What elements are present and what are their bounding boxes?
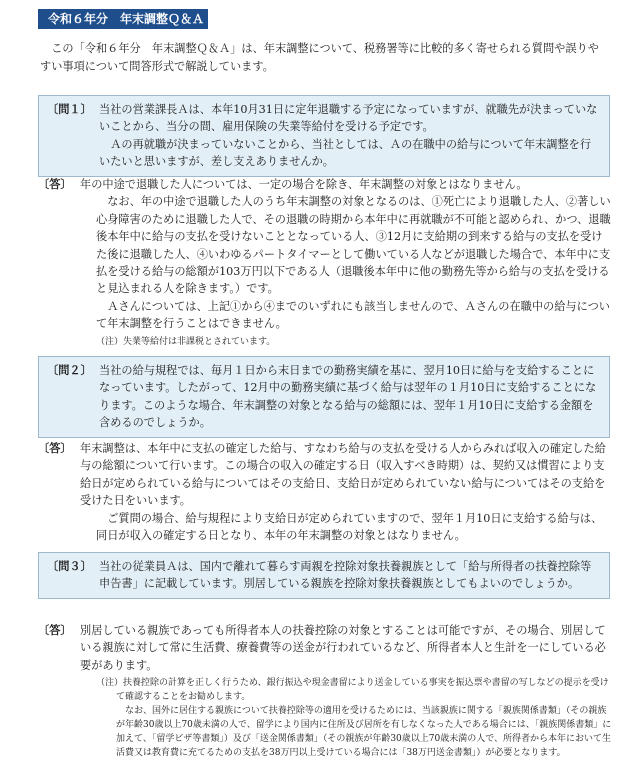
answer-1-note: （注）失業等給付は非課税とされています。	[96, 336, 276, 347]
answer-2-text-1: 年末調整は、本年中に支払の確定した給与、すなわち給与の支払を受ける人からみれば収入の確定した給与の総額について行います。この場合の収入の確定する日（収入すべき時期）は、契約又は慣習により支給日が定められている給与についてはその支給日、支給日が定められていない給与についてはその支給を受けた日をいいます。	[80, 442, 606, 508]
page-title: 令和６年分 年末調整Ｑ＆Ａ	[38, 9, 208, 29]
question-2-text-1: 当社の給与規程では、毎月１日から末日までの勤務実績を基に、翌月10日に給与を支給することになっています。したがって、12月中の勤務実績に基づく給与は翌年の１月10日に支給することになります。このような場合、年末調整の対象となる給与の総額には、翌年１月10日に支給する金額を含めるのでしょうか。	[99, 364, 597, 430]
intro-paragraph: この「令和６年分 年末調整Ｑ＆Ａ」は、年末調整について、税務署等に比較的多く寄せられる質問や誤りやすい事項について問答形式で解説しています。	[40, 42, 599, 73]
answer-1-text-3: Ａさんについては、上記①から④までのいずれにも該当しませんので、Ａさんの在職中の給与について年末調整を行うことはできません。	[96, 299, 610, 331]
question-label-2: 〔問２〕	[47, 363, 92, 377]
question-box-2	[38, 356, 610, 438]
answer-block-2	[38, 440, 613, 544]
answer-3-note: （注）扶養控除の計算を正しく行うため、銀行振込や現金書留により送金している事実を振込票や書留の写しなどの提示を受けて確認することをお勧めします。	[96, 678, 609, 703]
question-box-3	[38, 552, 610, 599]
answer-3-text-1: 別居している親族であっても所得者本人の扶養控除の対象とすることは可能ですが、その場合、別居している親族に対して常に生活費、療養費等の送金が行われているなど、所得者本人と生計を一にしている必要があります。	[80, 624, 606, 672]
answer-3-note-continued: なお、国外に居住する親族について扶養控除等の適用を受けるためには、当該親族に関する「親族関係書類」（その親族が年齢30歳以上70歳未満の人で、留学により国内に住所及び居所を有しなくなった人である場合には、「親族関係書類」に加えて、「留学ビザ等書類」）及び「送金関係書類」（その親族が年齢30歳以上70歳未満の人で、所得者から本年において生活費又は教育費に充てるための支払を38万円以上受けている場合には「38万円送金書類」）が必要となります。	[116, 706, 612, 759]
question-label-3: 〔問３〕	[47, 559, 92, 573]
question-1-text-1: 当社の営業課長Ａは、本年10月31日に定年退職する予定になっていますが、就職先が決まっていないことから、当分の間、雇用保険の失業等給付を受ける予定です。	[99, 103, 598, 134]
answer-label-1: 〔答〕	[38, 177, 72, 191]
answer-1-text-1: 年の中途で退職した人については、一定の場合を除き、年末調整の対象とはなりません。	[80, 178, 528, 191]
answer-block-3	[38, 622, 613, 760]
answer-block-1	[38, 176, 613, 349]
answer-1-text-2: なお、年の中途で退職した人のうち年末調整の対象となるのは、①死亡により退職した人、②著しい心身障害のために退職した人で、その退職の時期から本年中に再就職が不可能と認められ、かつ、退職後本年中に給与の支払を受けないこととなっている人、③12月に支給期の到来する給与の支払を受けた後に退職した人、④いわゆるパートタイマーとして働いている人などが退職した場合で、本年中に支払を受ける給与の総額が103万円以下である人（退職後本年中に他の勤務先等から給与の支払を受けると見込まれる人を除きます。）です。	[96, 195, 611, 296]
question-box-1	[38, 95, 610, 177]
answer-2-text-2: ご質問の場合、給与規程により支給日が定められていますので、翌年１月10日に支給する給与は、同日が収入の確定する日となり、本年の年末調整の対象とはなりません。	[96, 511, 603, 543]
answer-label-2: 〔答〕	[38, 441, 72, 455]
question-label-1: 〔問１〕	[47, 102, 92, 116]
question-1-text-2: Ａの再就職が決まっていないことから、当社としては、Ａの在職中の給与について年末調整を行いたいと思いますが、差し支えありませんか。	[99, 137, 592, 169]
answer-label-3: 〔答〕	[38, 623, 72, 637]
question-3-text-1: 当社の従業員Ａは、国内で離れて暮らす両親を控除対象扶養親族として「給与所得者の扶養控除等申告書」に記載しています。別居している親族を控除対象扶養親族としてもよいのでしょうか。	[99, 560, 592, 591]
